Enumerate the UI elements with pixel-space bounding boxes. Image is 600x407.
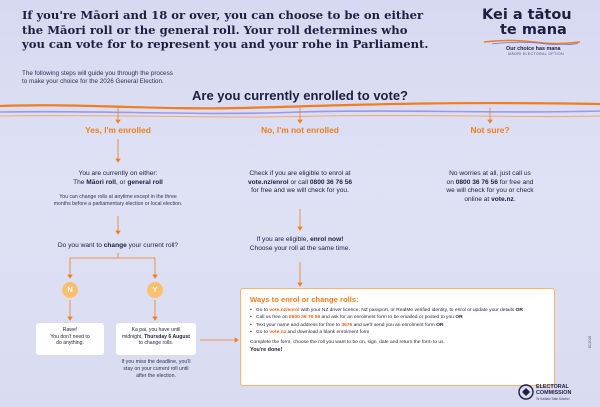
vote-link[interactable]: vote.nz <box>491 195 514 203</box>
no-p2-line2: Choose your roll at the same time. <box>249 244 351 252</box>
change-deadline-card <box>116 323 196 355</box>
general-roll: general roll <box>127 178 163 186</box>
unsure-line2 <box>412 179 568 188</box>
text: , or <box>115 178 128 186</box>
text: and we'll send you an enrolment form <box>352 322 437 328</box>
text: online at <box>464 195 492 203</box>
no-circle: N <box>62 282 78 298</box>
n-to-card-head <box>68 317 72 320</box>
text: your current roll? <box>126 242 179 249</box>
deadline-line: after the election. <box>136 372 176 379</box>
maori-roll: Māori roll <box>86 178 116 186</box>
or-label: OR <box>455 315 463 321</box>
y-card-line <box>119 334 193 341</box>
phone-number[interactable]: 0800 36 76 56 <box>455 178 498 186</box>
no-eligibility-check <box>222 170 378 196</box>
intro-line: to make your choice for the 2026 General Election. <box>22 78 164 86</box>
deadline-line: If you miss the deadline, you'll <box>121 359 191 365</box>
ec-subtitle: Te Kaitiaki Take Kōwhiri <box>536 397 570 401</box>
ways-to-enrol-box <box>240 288 555 386</box>
y-to-card-head <box>153 317 157 320</box>
text: with your NZ driver licence, NZ passport, or RealMe verified identity, to enrol or update your details <box>299 308 516 313</box>
logo-tagline: Our choice has mana <box>506 46 561 52</box>
yes-p2-line1: You can change rolls at anytime except in the three <box>59 194 177 200</box>
enrol-link[interactable]: vote.nz/enrol <box>269 308 300 313</box>
headline-line: the Māori roll or the general roll. Your roll determines who <box>22 22 408 37</box>
vote-link[interactable]: vote.nz <box>269 330 287 336</box>
no-p1-line1: Check if you are eligible to enrol at <box>249 170 351 177</box>
enrol-now: enrol now! <box>310 236 344 243</box>
logo-line2: te mana <box>500 22 567 38</box>
yes-change-question <box>20 242 216 251</box>
text: . <box>513 195 516 203</box>
logo-line1: Kei a tātou <box>482 7 572 23</box>
text: and download a blank enrolment form <box>286 330 370 336</box>
ec-line2: COMMISSION <box>536 389 572 396</box>
text-number[interactable]: 3676 <box>341 322 353 328</box>
ways-done: You're done! <box>250 347 283 354</box>
text: The <box>73 178 87 186</box>
ec-line1: ELECTORAL <box>536 384 569 390</box>
no-p2-line1 <box>222 236 378 245</box>
y-card-line: Ka pai, you have until <box>131 327 181 333</box>
headline-line: If you're Māori and 18 or over, you can choose to be on either <box>22 8 424 22</box>
branch-y-head <box>153 275 157 278</box>
arrow-yes-head <box>116 120 120 123</box>
no-enrol-now <box>222 236 378 253</box>
main-question: Are you currently enrolled to vote? <box>192 88 408 103</box>
arrow-no-head <box>298 120 302 123</box>
yes-change-info <box>28 194 208 208</box>
intro-line: The following steps will guide you through the process <box>22 70 173 77</box>
ycard-to-ways-head <box>235 338 238 342</box>
ways-footer: Complete the form, choose the roll you want to be on, sign, date and return the form to us. <box>250 339 445 345</box>
text: for free and <box>497 178 534 186</box>
no-p1-line2 <box>222 179 378 188</box>
unsure-line3: we will check for you or check <box>446 187 534 195</box>
yes-p1-line2 <box>40 179 196 188</box>
deadline-note <box>112 359 200 379</box>
document-code: EC2026 <box>588 335 592 348</box>
or-label: OR <box>436 322 444 328</box>
text: midnight, <box>121 333 145 340</box>
text: Go to <box>256 308 270 313</box>
banner-wave-orange <box>0 103 600 108</box>
ways-item <box>250 329 545 336</box>
text: Do you want to <box>57 242 104 249</box>
ways-list <box>250 307 545 337</box>
unsure-line1: No worries at all, just call us <box>449 170 531 177</box>
n-card-line: You don't need to <box>50 333 90 340</box>
no-p1-line3: for free and we will check for you. <box>251 187 349 195</box>
heading-unsure: Not sure? <box>470 125 510 135</box>
text: on <box>446 178 456 186</box>
heading-yes: Yes, I'm enrolled <box>85 125 151 135</box>
y-card-line: to change rolls. <box>138 340 174 347</box>
no-change-card <box>36 323 104 355</box>
headline-line: you can vote for to represent you and your rohe in Parliament. <box>22 37 429 52</box>
ways-item <box>250 322 545 329</box>
text: If you are eligible, <box>256 236 311 243</box>
text: Go to <box>256 330 270 336</box>
arrow-no-2-head <box>298 227 302 230</box>
unsure-line4 <box>412 196 568 205</box>
ways-item <box>250 314 545 321</box>
electoral-commission-logo <box>536 385 571 396</box>
phone-number[interactable]: 0800 36 76 56 <box>309 178 353 186</box>
phone-number[interactable]: 0800 36 76 56 <box>288 315 321 321</box>
n-card-line: do anything. <box>56 340 84 347</box>
unsure-text <box>412 170 568 204</box>
text: Call us free on <box>256 315 289 321</box>
text: and ask for an enrolment form to be emailed or posted to you <box>320 315 456 321</box>
enrol-link[interactable]: vote.nz/enrol <box>247 178 289 186</box>
ways-title: Ways to enrol or change rolls: <box>250 295 359 304</box>
yes-current-roll <box>40 170 196 187</box>
arrow-yes-3-head <box>116 231 120 234</box>
arrow-yes-2-head <box>116 159 120 162</box>
heading-no: No, I'm not enrolled <box>261 125 339 135</box>
ways-item <box>250 307 545 314</box>
or-label: OR <box>515 308 523 313</box>
deadline-date: Thursday 6 August <box>144 333 191 340</box>
text: or call <box>288 178 310 186</box>
n-card-line: Rawe! <box>62 327 78 333</box>
arrow-no-3-head <box>298 283 302 286</box>
branch-n-head <box>68 275 72 278</box>
electoral-commission-icon <box>518 383 534 401</box>
logo-subline: MĀORI ELECTORAL OPTION <box>508 52 564 56</box>
arrow-unsure-head <box>488 120 492 123</box>
text: Text your name and address for free to <box>256 322 342 328</box>
yes-circle: Y <box>147 282 163 298</box>
yes-p1-line1: You are currently on either: <box>78 170 158 177</box>
change-word: change <box>103 242 127 249</box>
deadline-line: stay on your current roll until <box>123 365 189 372</box>
yes-p2-line2: months before a parliamentary election or local election. <box>53 200 183 207</box>
